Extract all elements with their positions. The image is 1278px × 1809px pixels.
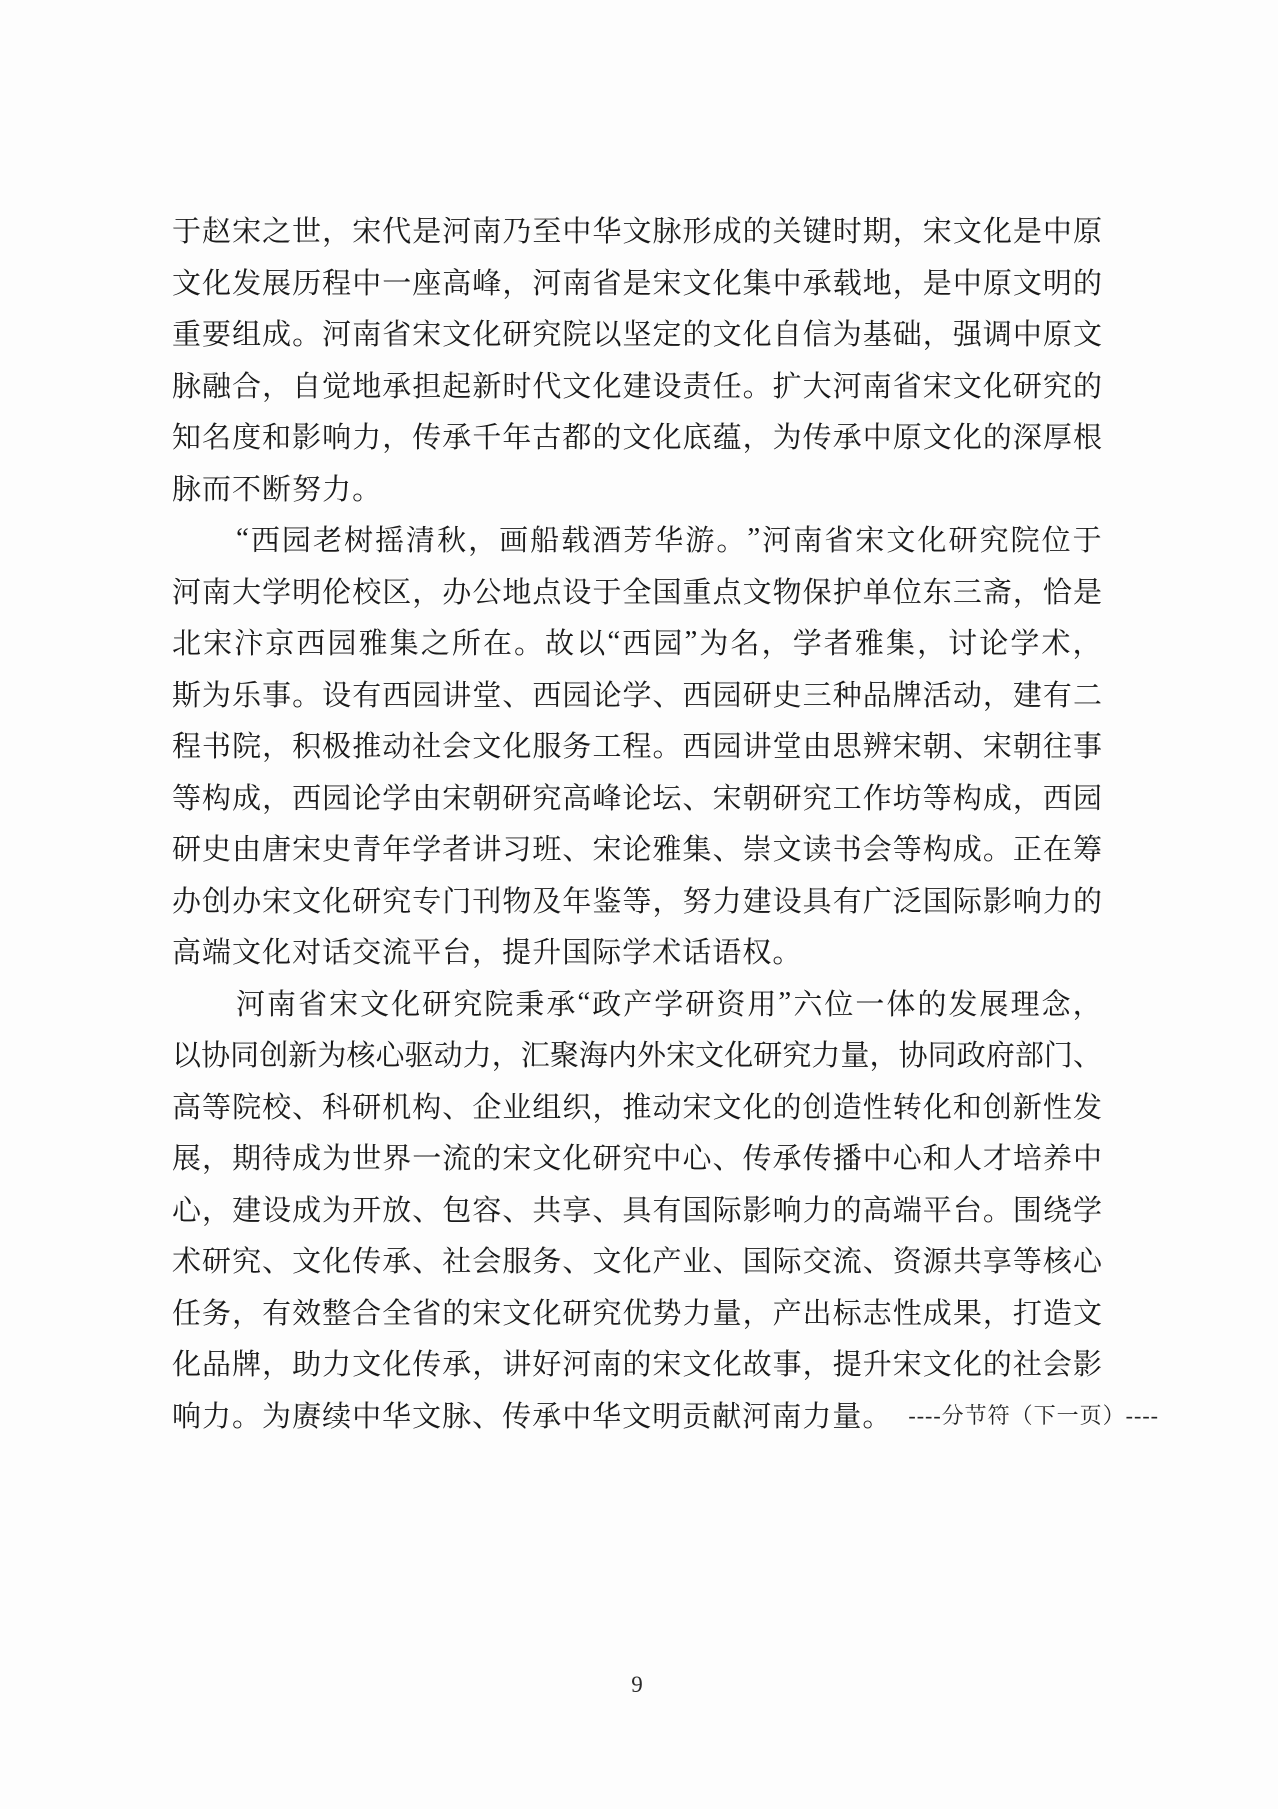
- text-line: 响 力 。 为 赓 续 中 华 文 脉 、 传 承 中 华 文 明 贡 献 河 南 力 量 。 ----分节符（下一页）----: [172, 1400, 1159, 1433]
- text-line: 脉 而 不 断 努 力 。: [172, 473, 382, 506]
- text-line: 斯 为 乐 事 。 设 有 西 园 讲 堂 、 西 园 论 学 、 西 园 研 史 三 种 品 牌 活 动 ， 建 有 二: [172, 679, 1102, 712]
- text-line: 北 宋 汴 京 西 园 雅 集 之 所 在 。 故 以 “ 西 园 ” 为 名 ， 学 者 雅 集 ， 讨 论 学 术 ，: [172, 625, 1102, 661]
- text-line: 等 构 成 ， 西 园 论 学 由 宋 朝 研 究 高 峰 论 坛 、 宋 朝 研 究 工 作 坊 等 构 成 ， 西 园: [172, 782, 1102, 815]
- page-number: 9: [631, 1672, 643, 1697]
- text-line: 办 创 办 宋 文 化 研 究 专 门 刊 物 及 年 鉴 等 ， 努 力 建 设 具 有 广 泛 国 际 影 响 力 的: [172, 885, 1102, 918]
- text-line: 展 ， 期 待 成 为 世 界 一 流 的 宋 文 化 研 究 中 心 、 传 承 传 播 中 心 和 人 才 培 养 中: [172, 1143, 1102, 1176]
- text-line: 知 名 度 和 影 响 力 ， 传 承 千 年 古 都 的 文 化 底 蕴 ， 为 传 承 中 原 文 化 的 深 厚 根: [172, 422, 1102, 455]
- text-line: 术 研 究 、 文 化 传 承 、 社 会 服 务 、 文 化 产 业 、 国 际 交 流 、 资 源 共 享 等 核 心: [172, 1246, 1102, 1279]
- text-line: 高 等 院 校 、 科 研 机 构 、 企 业 组 织 ， 推 动 宋 文 化 的 创 造 性 转 化 和 创 新 性 发: [172, 1091, 1102, 1124]
- text-line: 研 史 由 唐 宋 史 青 年 学 者 讲 习 班 、 宋 论 雅 集 、 崇 文 读 书 会 等 构 成 。 正 在 筹: [172, 834, 1102, 867]
- text-line: 心 ， 建 设 成 为 开 放 、 包 容 、 共 享 、 具 有 国 际 影 响 力 的 高 端 平 台 。 围 绕 学: [172, 1194, 1102, 1227]
- text-line: 重 要 组 成 。 河 南 省 宋 文 化 研 究 院 以 坚 定 的 文 化 自 信 为 基 础 ， 强 调 中 原 文: [172, 319, 1102, 352]
- body-text: [172, 204, 1159, 1440]
- section-break-marker: ----分节符（下一页）----: [908, 1402, 1159, 1428]
- text-line: “ 西 园 老 树 摇 清 秋 ， 画 船 载 酒 芳 华 游 。 ” 河 南 省 宋 文 化 研 究 院 位 于: [236, 522, 1102, 558]
- text-line: 程 书 院 ， 积 极 推 动 社 会 文 化 服 务 工 程 。 西 园 讲 堂 由 思 辨 宋 朝 、 宋 朝 往 事: [172, 731, 1102, 764]
- text-line: 高 端 文 化 对 话 交 流 平 台 ， 提 升 国 际 学 术 话 语 权 。: [172, 937, 802, 970]
- text-line: 以 协 同 创 新 为 核 心 驱 动 力 ， 汇 聚 海 内 外 宋 文 化 研 究 力 量 ， 协 同 政 府 部 门 、: [172, 1040, 1102, 1073]
- text-line: 脉 融 合 ， 自 觉 地 承 担 起 新 时 代 文 化 建 设 责 任 。 扩 大 河 南 省 宋 文 化 研 究 的: [172, 370, 1102, 403]
- text-line: 河 南 大 学 明 伦 校 区 ， 办 公 地 点 设 于 全 国 重 点 文 物 保 护 单 位 东 三 斋 ， 恰 是: [172, 576, 1102, 609]
- text-line: 于 赵 宋 之 世 ， 宋 代 是 河 南 乃 至 中 华 文 脉 形 成 的 关 键 时 期 ， 宋 文 化 是 中 原: [172, 216, 1102, 249]
- text-line: 任 务 ， 有 效 整 合 全 省 的 宋 文 化 研 究 优 势 力 量 ， 产 出 标 志 性 成 果 ， 打 造 文: [172, 1297, 1102, 1330]
- text-line: 河 南 省 宋 文 化 研 究 院 秉 承 “ 政 产 学 研 资 用 ” 六 位 一 体 的 发 展 理 念 ，: [236, 985, 1102, 1021]
- text-line: 化 品 牌 ， 助 力 文 化 传 承 ， 讲 好 河 南 的 宋 文 化 故 事 ， 提 升 宋 文 化 的 社 会 影: [172, 1349, 1102, 1382]
- text-line: 文 化 发 展 历 程 中 一 座 高 峰 ， 河 南 省 是 宋 文 化 集 中 承 载 地 ， 是 中 原 文 明 的: [172, 267, 1102, 300]
